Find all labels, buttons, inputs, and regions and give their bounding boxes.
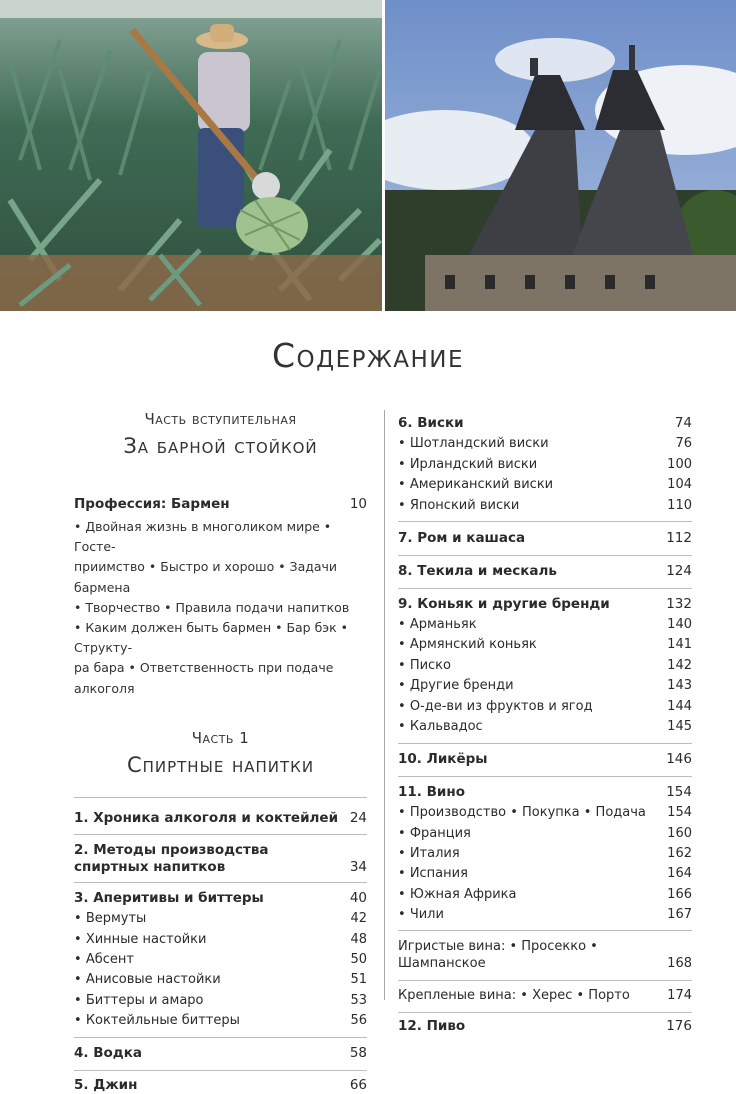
- page-number: 164: [667, 866, 692, 882]
- toc-subitem[interactable]: [398, 801, 692, 821]
- page-number: 168: [667, 956, 692, 972]
- page-number: 51: [350, 972, 367, 988]
- subitem-label: • Южная Африка: [398, 886, 517, 903]
- page-number: 141: [667, 637, 692, 653]
- toc-chapter[interactable]: [398, 1018, 692, 1035]
- chapter-title: 10. Ликёры: [398, 750, 488, 767]
- subitem-label: • Ирландский виски: [398, 456, 537, 473]
- subitem-label: • Коктейльные биттеры: [74, 1012, 240, 1029]
- chapter-title: 11. Вино: [398, 783, 465, 800]
- page-number: 112: [666, 529, 692, 546]
- subitem-label: • Абсент: [74, 951, 134, 968]
- page-number: 104: [667, 477, 692, 493]
- divider-line: [398, 776, 692, 777]
- page-number: 166: [667, 886, 692, 902]
- subsection-label: Крепленые вина: • Херес • Порто: [398, 988, 630, 1004]
- chapter-title: 6. Виски: [398, 415, 464, 431]
- chapter-title: 8. Текила и мескаль: [398, 562, 557, 579]
- chapter-title-line: спиртных напитков: [74, 858, 226, 875]
- toc-chapter[interactable]: [398, 751, 692, 768]
- page-number: 124: [666, 562, 692, 579]
- subitem-label: • Арманьяк: [398, 616, 477, 633]
- divider-line: [398, 588, 692, 589]
- blurb-line: ра бара • Ответственность при подаче алкоголя: [74, 660, 334, 696]
- chapter-title: 4. Водка: [74, 1045, 142, 1062]
- divider-line: [398, 930, 692, 931]
- toc-subitem[interactable]: [398, 715, 692, 735]
- part-label: Часть 1: [191, 728, 250, 747]
- subitem-label: • Японский виски: [398, 497, 519, 514]
- part1-heading: [74, 729, 367, 785]
- blurb-line: • Творчество • Правила подачи напитков: [74, 599, 350, 615]
- divider-line: [74, 1037, 367, 1038]
- page-number: 145: [667, 718, 692, 734]
- toc-subitem[interactable]: [74, 1009, 367, 1029]
- page-number: 56: [350, 1013, 367, 1029]
- page-number: 58: [349, 1045, 367, 1062]
- toc-subsection[interactable]: [398, 987, 692, 1004]
- subitem-label: • Анисовые настойки: [74, 971, 221, 988]
- toc-subitem[interactable]: [74, 988, 367, 1008]
- page-number: 48: [350, 931, 367, 947]
- divider-line: [74, 797, 367, 798]
- page-number: 143: [667, 678, 692, 694]
- part-title: За барной стойкой: [123, 434, 318, 458]
- toc-chapter[interactable]: [74, 890, 367, 907]
- page-number: 76: [675, 436, 692, 452]
- page-title: Содержание: [271, 336, 465, 375]
- page-number: 40: [349, 889, 367, 906]
- subitem-label: • Испания: [398, 865, 468, 882]
- page-number: 167: [667, 907, 692, 923]
- toc-chapter[interactable]: [74, 496, 367, 513]
- subitem-label: • О-де-ви из фруктов и ягод: [398, 698, 593, 715]
- page-number: 100: [667, 456, 692, 472]
- page-number: 34: [349, 858, 367, 875]
- page-number: 42: [350, 911, 367, 927]
- page-number: 110: [667, 497, 692, 513]
- header-photos: [0, 0, 736, 311]
- toc-chapter[interactable]: [74, 1045, 367, 1062]
- page-number: 162: [667, 846, 692, 862]
- toc-subitem[interactable]: [398, 653, 692, 673]
- toc-chapter[interactable]: [74, 842, 367, 876]
- page-number: 174: [667, 988, 692, 1004]
- page-number: 154: [667, 805, 692, 821]
- subitem-label: • Американский виски: [398, 476, 553, 493]
- toc-subitem[interactable]: [398, 674, 692, 694]
- toc-left-column: [74, 410, 367, 1094]
- chapter-title: 5. Джин: [74, 1077, 138, 1094]
- subitem-label: • Шотландский виски: [398, 435, 549, 452]
- subitem-label: • Писко: [398, 657, 451, 674]
- column-divider: [384, 410, 385, 1000]
- chapter-title-line: 2. Методы производства: [74, 841, 269, 858]
- divider-line: [74, 1070, 367, 1071]
- subitem-label: • Кальвадос: [398, 718, 483, 735]
- subitem-label: • Франция: [398, 825, 471, 842]
- toc-subitem[interactable]: [398, 821, 692, 841]
- subitem-label: • Вермуты: [74, 910, 146, 927]
- chapter-title: 12. Пиво: [398, 1018, 466, 1035]
- toc-subitem[interactable]: [74, 927, 367, 947]
- toc-subitem[interactable]: [398, 613, 692, 633]
- toc-chapter[interactable]: [74, 1077, 367, 1094]
- toc-chapter[interactable]: [74, 810, 367, 827]
- distillery-photo: [385, 0, 736, 311]
- toc-subitem[interactable]: [398, 903, 692, 923]
- agave-field-photo: [0, 0, 382, 311]
- subitem-label: • Чили: [398, 906, 444, 923]
- toc-chapter[interactable]: [398, 563, 692, 580]
- toc-subitem[interactable]: [74, 948, 367, 968]
- toc-subitem[interactable]: [398, 842, 692, 862]
- subitem-label: • Производство • Покупка • Подача: [398, 804, 646, 821]
- divider-line: [74, 834, 367, 835]
- toc-chapter[interactable]: [398, 784, 692, 801]
- toc-subitem[interactable]: [398, 882, 692, 902]
- page-number: 66: [349, 1077, 367, 1094]
- page-number: 176: [666, 1018, 692, 1035]
- toc-subitem[interactable]: [398, 633, 692, 653]
- chapter-blurb: [74, 517, 367, 699]
- toc-subitem[interactable]: [398, 452, 692, 472]
- toc-subitem[interactable]: [74, 907, 367, 927]
- intro-part-heading: [74, 410, 367, 466]
- divider-line: [398, 980, 692, 981]
- page-number: 10: [349, 496, 367, 512]
- toc-chapter[interactable]: [398, 530, 692, 547]
- divider-line: [398, 1012, 692, 1013]
- chapter-title: [74, 842, 269, 876]
- divider-line: [398, 743, 692, 744]
- toc-chapter[interactable]: [398, 596, 692, 613]
- chapter-title: 7. Ром и кашаса: [398, 529, 526, 546]
- divider-line: [398, 555, 692, 556]
- page-number: 132: [666, 595, 692, 612]
- toc-subitem[interactable]: [398, 432, 692, 452]
- toc-subitem[interactable]: [398, 473, 692, 493]
- subitem-label: • Армянский коньяк: [398, 636, 537, 653]
- part-label: Часть вступительная: [144, 410, 297, 428]
- part-title: Спиртные напитки: [126, 752, 315, 777]
- toc-subsection[interactable]: [398, 938, 692, 972]
- page-number: 24: [349, 809, 367, 826]
- subitem-label: • Хинные настойки: [74, 931, 206, 948]
- page-number: 53: [350, 992, 367, 1008]
- toc-subitem[interactable]: [74, 968, 367, 988]
- divider-line: [74, 882, 367, 883]
- chapter-title: Профессия: Бармен: [74, 496, 230, 512]
- toc-right-column: [398, 410, 692, 1035]
- chapter-title: 1. Хроника алкоголя и коктейлей: [74, 809, 339, 826]
- subitem-label: • Другие бренди: [398, 677, 514, 694]
- blurb-line: • Двойная жизнь в многоликом мире • Госте-: [74, 519, 332, 555]
- toc-subitem[interactable]: [398, 694, 692, 714]
- subitem-label: • Италия: [398, 845, 460, 862]
- page-number: 50: [350, 952, 367, 967]
- page-number: 74: [674, 415, 692, 431]
- chapter-title: 3. Аперитивы и биттеры: [74, 889, 264, 906]
- divider-line: [398, 521, 692, 522]
- page-number: 140: [667, 616, 692, 632]
- toc-chapter[interactable]: [398, 415, 692, 432]
- page-number: 142: [667, 657, 692, 673]
- subsection-label: Игристые вина: • Просекко • Шампанское: [398, 939, 598, 972]
- page-number: 144: [667, 698, 692, 714]
- page-number: 160: [667, 825, 692, 841]
- subitem-label: • Биттеры и амаро: [74, 992, 204, 1009]
- toc-subitem[interactable]: [398, 862, 692, 882]
- page-number: 146: [666, 750, 692, 767]
- blurb-line: • Каким должен быть бармен • Бар бэк • Структу-: [74, 620, 349, 656]
- toc-subitem[interactable]: [398, 493, 692, 513]
- page-number: 154: [666, 783, 692, 800]
- chapter-title: 9. Коньяк и другие бренди: [398, 595, 610, 612]
- blurb-line: приимство • Быстро и хорошо • Задачи бармена: [74, 559, 338, 595]
